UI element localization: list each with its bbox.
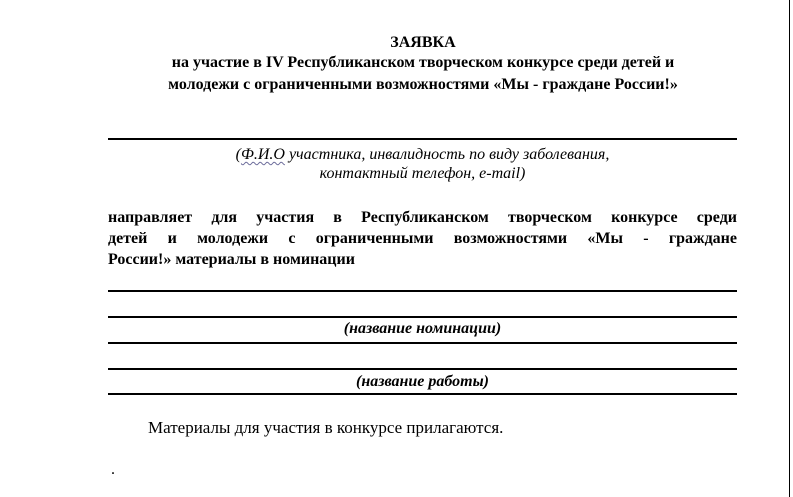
participant-hint-line-1	[108, 145, 737, 165]
document-subtitle-line-1: на участие в IV Республиканском творческом конкурсе среди детей и	[171, 54, 675, 71]
body-paragraph	[108, 207, 737, 270]
body-line-1: направляет для участия в Республиканском творческом конкурсе среди	[108, 209, 737, 226]
body-line-3: России!» материалы в номинации	[108, 251, 355, 268]
document-title: ЗАЯВКА	[390, 34, 456, 51]
nomination-hint: (название номинации)	[343, 320, 502, 337]
body-line-2: детей и молодежи с ограниченными возможностями «Мы - граждане	[108, 230, 737, 247]
participant-fill-line[interactable]	[108, 138, 737, 140]
spellcheck-underlined-word: Ф.И.О	[240, 146, 285, 163]
page-right-border	[789, 0, 790, 497]
participant-hint-line-2: контактный телефон, e-mail)	[319, 165, 526, 182]
document-subtitle-line-2: молодежи с ограниченными возможностями «Мы - граждане России!»	[168, 76, 678, 93]
work-fill-line-2[interactable]	[108, 368, 737, 370]
participant-hint-rest: участника, инвалидность по виду заболевания,	[284, 146, 610, 163]
work-title-hint: (название работы)	[355, 373, 490, 390]
trailing-mark: .	[111, 461, 115, 478]
attachment-note: Материалы для участия в конкурсе прилагаются.	[148, 418, 504, 437]
participant-hint-paren: (	[235, 146, 241, 163]
work-fill-line-3[interactable]	[108, 393, 737, 395]
nomination-fill-line-2[interactable]	[108, 316, 737, 318]
nomination-fill-line-1[interactable]	[108, 290, 737, 292]
work-fill-line-1[interactable]	[108, 342, 737, 344]
